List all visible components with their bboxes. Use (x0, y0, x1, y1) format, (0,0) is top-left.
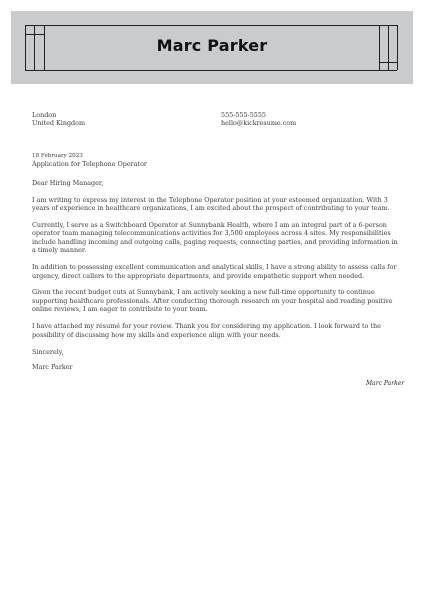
letter-greeting: Dear Hiring Manager, (32, 178, 104, 187)
letter-subject: Application for Telephone Operator (32, 160, 147, 169)
handwritten-signature: Marc Parker (366, 380, 405, 387)
letter-paragraph: I have attached my résumé for your review. Thank you for considering my application. I look forward to the possibility of discussing how my skills and experience align with your needs. (32, 322, 381, 339)
frame-top-line (25, 25, 397, 26)
contact-city: London (32, 111, 57, 119)
letter-body (32, 152, 402, 380)
letter-paragraph: I am writing to express my interest in the Telephone Operator position at your esteemed organization. With 3 years of experience in healthcare organizations, I am excited about the prospect of contributing to your team. (32, 195, 390, 213)
contact-address (32, 111, 85, 128)
contact-country: United Kingdom (32, 119, 86, 128)
frame-bottom-line (25, 70, 397, 71)
letter-paragraph: Currently, I serve as a Switchboard Operator at Sunnybank Health, where I am an integral part of a 6-person operator team managing telecommunications activities for 3,500 employees across 4 sites. My responsibilities include handling incoming and outgoing calls, paging requests, connecting parties, and providing information in a timely manner. (32, 221, 398, 255)
contact-details (221, 111, 296, 128)
candidate-name: Marc Parker (156, 36, 268, 55)
letter-paragraph: Given the recent budget cuts at Sunnybank, I am actively seeking a new full-time opportunity to continue supporting healthcare professionals. After conducting thorough research on your hospital and reading positive online reviews, I am eager to contribute to your team. (32, 288, 393, 314)
letter-date: 18 February 2023 (32, 153, 83, 159)
letter-sender: Marc Parker (32, 362, 73, 371)
contact-email: hello@kickresume.com (221, 119, 297, 128)
letter-paragraph: In addition to possessing excellent communication and analytical skills, I have a strong ability to assess calls for urgency, direct callers to the appropriate departments, and provide empathetic support when needed. (32, 263, 397, 280)
letter-closing: Sincerely, (32, 347, 64, 356)
contact-phone: 555-555-5555 (221, 111, 266, 119)
